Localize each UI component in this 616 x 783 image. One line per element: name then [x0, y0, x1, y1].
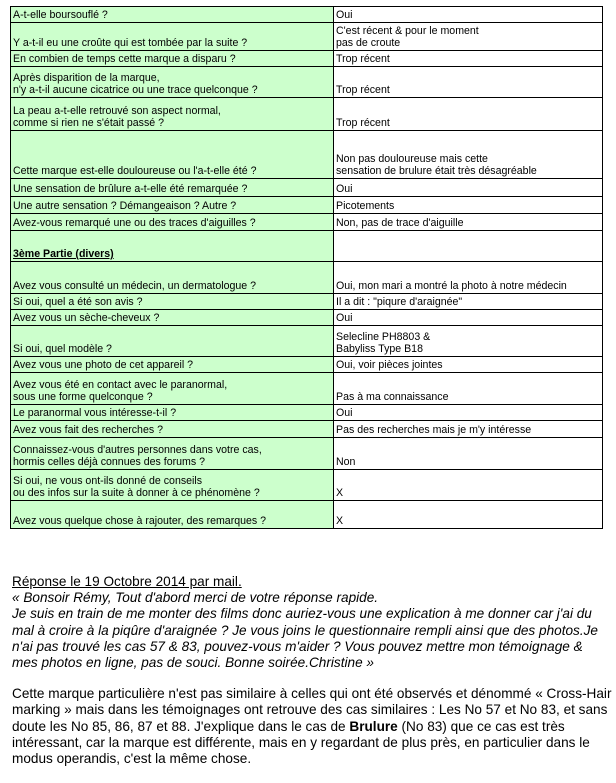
question-row: [11, 438, 603, 470]
question-row: [11, 7, 603, 23]
section-heading: 3ème Partie (divers): [11, 231, 334, 262]
question-row: [11, 357, 603, 373]
answer-cell: Oui: [334, 7, 603, 23]
question-cell: Le paranormal vous intéresse-t-il ?: [11, 405, 334, 421]
question-cell: Une sensation de brûlure a-t-elle été remarquée ?: [11, 179, 334, 197]
question-row: [11, 326, 603, 357]
question-row: [11, 294, 603, 310]
answer-cell: Pas à ma connaissance: [334, 373, 603, 405]
question-cell: Après disparition de la marque, n'y a-t-il aucune cicatrice ou une trace quelconque ?: [11, 67, 334, 98]
answer-cell: Picotements: [334, 197, 603, 214]
question-cell: A-t-elle boursouflé ?: [11, 7, 334, 23]
answer-cell: X: [334, 501, 603, 529]
answer-cell: [334, 231, 603, 262]
question-cell: Y a-t-il eu une croûte qui est tombée par la suite ?: [11, 23, 334, 51]
reply-analysis: [12, 686, 612, 767]
question-cell: Avez vous une photo de cet appareil ?: [11, 357, 334, 373]
answer-cell: Non pas douloureuse mais cette sensation de brulure était très désagréable: [334, 131, 603, 179]
question-row: [11, 214, 603, 231]
questionnaire-body: [11, 7, 603, 529]
answer-cell: Pas des recherches mais je m'y intéresse: [334, 421, 603, 438]
question-row: [11, 131, 603, 179]
answer-cell: Trop récent: [334, 98, 603, 131]
question-row: [11, 373, 603, 405]
answer-cell: Trop récent: [334, 67, 603, 98]
answer-cell: Oui: [334, 405, 603, 421]
answer-cell: Trop récent: [334, 51, 603, 67]
question-row: [11, 98, 603, 131]
answer-cell: Il a dit : "piqure d'araignée": [334, 294, 603, 310]
questionnaire-table: [10, 6, 603, 529]
question-row: [11, 179, 603, 197]
answer-cell: X: [334, 470, 603, 501]
answer-cell: Selecline PH8803 & Babyliss Type B18: [334, 326, 603, 357]
question-row: [11, 501, 603, 529]
answer-cell: Non, pas de trace d'aiguille: [334, 214, 603, 231]
question-cell: Avez-vous remarqué une ou des traces d'aiguilles ?: [11, 214, 334, 231]
question-cell: Connaissez-vous d'autres personnes dans votre cas, hormis celles déjà connues des forums ?: [11, 438, 334, 470]
question-cell: Une autre sensation ? Démangeaison ? Autre ?: [11, 197, 334, 214]
reply-section: [12, 574, 612, 767]
answer-cell: Oui: [334, 179, 603, 197]
question-cell: Cette marque est-elle douloureuse ou l'a-t-elle été ?: [11, 131, 334, 179]
reply-quote: « Bonsoir Rémy, Tout d'abord merci de votre réponse rapide. Je suis en train de me monter des films donc auriez-vous une explication à me donner car j'ai du mal à croire à la piqûre d'araignée ? Je vous joins le questionnaire rempli ainsi que des photos.Je n'ai pas trouvé les cas 57 & 83, pouvez-vous m'aider ? Vous pouvez mettre mon témoignage & mes photos en ligne, pas de souci. Bonne soirée.Christine »: [12, 590, 598, 671]
analysis-text-after: (No 83) que ce cas est très intéressant, car la marque est différente, mais en y regardant de plus près, en particulier dans le modus operandis, c'est la même chose.: [12, 718, 590, 767]
section-row: [11, 231, 603, 262]
answer-cell: C'est récent & pour le moment pas de croute: [334, 23, 603, 51]
question-cell: Avez vous quelque chose à rajouter, des remarques ?: [11, 501, 334, 529]
question-cell: Si oui, ne vous ont-ils donné de conseils ou des infos sur la suite à donner à ce phénomène ?: [11, 470, 334, 501]
question-cell: La peau a-t-elle retrouvé son aspect normal, comme si rien ne s'était passé ?: [11, 98, 334, 131]
answer-cell: Oui, voir pièces jointes: [334, 357, 603, 373]
question-row: [11, 310, 603, 326]
answer-cell: Oui, mon mari a montré la photo à notre médecin: [334, 262, 603, 294]
question-row: [11, 262, 603, 294]
analysis-case-name: Brulure: [349, 718, 398, 734]
analysis-text-before: Cette marque particulière n'est pas similaire à celles qui ont été observés et dénommé « Cross-Hair marking » mais dans les témoignages ont retrouve des cas similaires : Les No 57 et No 83, et sans doute les No 85, 86, 87 et 88. J'explique dans le cas de: [12, 686, 612, 734]
question-row: [11, 67, 603, 98]
question-cell: Avez vous fait des recherches ?: [11, 421, 334, 438]
answer-cell: Non: [334, 438, 603, 470]
question-cell: Avez vous consulté un médecin, un dermatologue ?: [11, 262, 334, 294]
answer-cell: Oui: [334, 310, 603, 326]
question-row: [11, 421, 603, 438]
question-cell: Si oui, quel modèle ?: [11, 326, 334, 357]
question-cell: Si oui, quel a été son avis ?: [11, 294, 334, 310]
question-row: [11, 197, 603, 214]
question-row: [11, 23, 603, 51]
question-row: [11, 405, 603, 421]
question-row: [11, 51, 603, 67]
question-cell: En combien de temps cette marque a disparu ?: [11, 51, 334, 67]
question-cell: Avez vous un sèche-cheveux ?: [11, 310, 334, 326]
question-cell: Avez vous été en contact avec le paranormal, sous une forme quelconque ?: [11, 373, 334, 405]
reply-title: Réponse le 19 Octobre 2014 par mail.: [12, 574, 242, 589]
question-row: [11, 470, 603, 501]
